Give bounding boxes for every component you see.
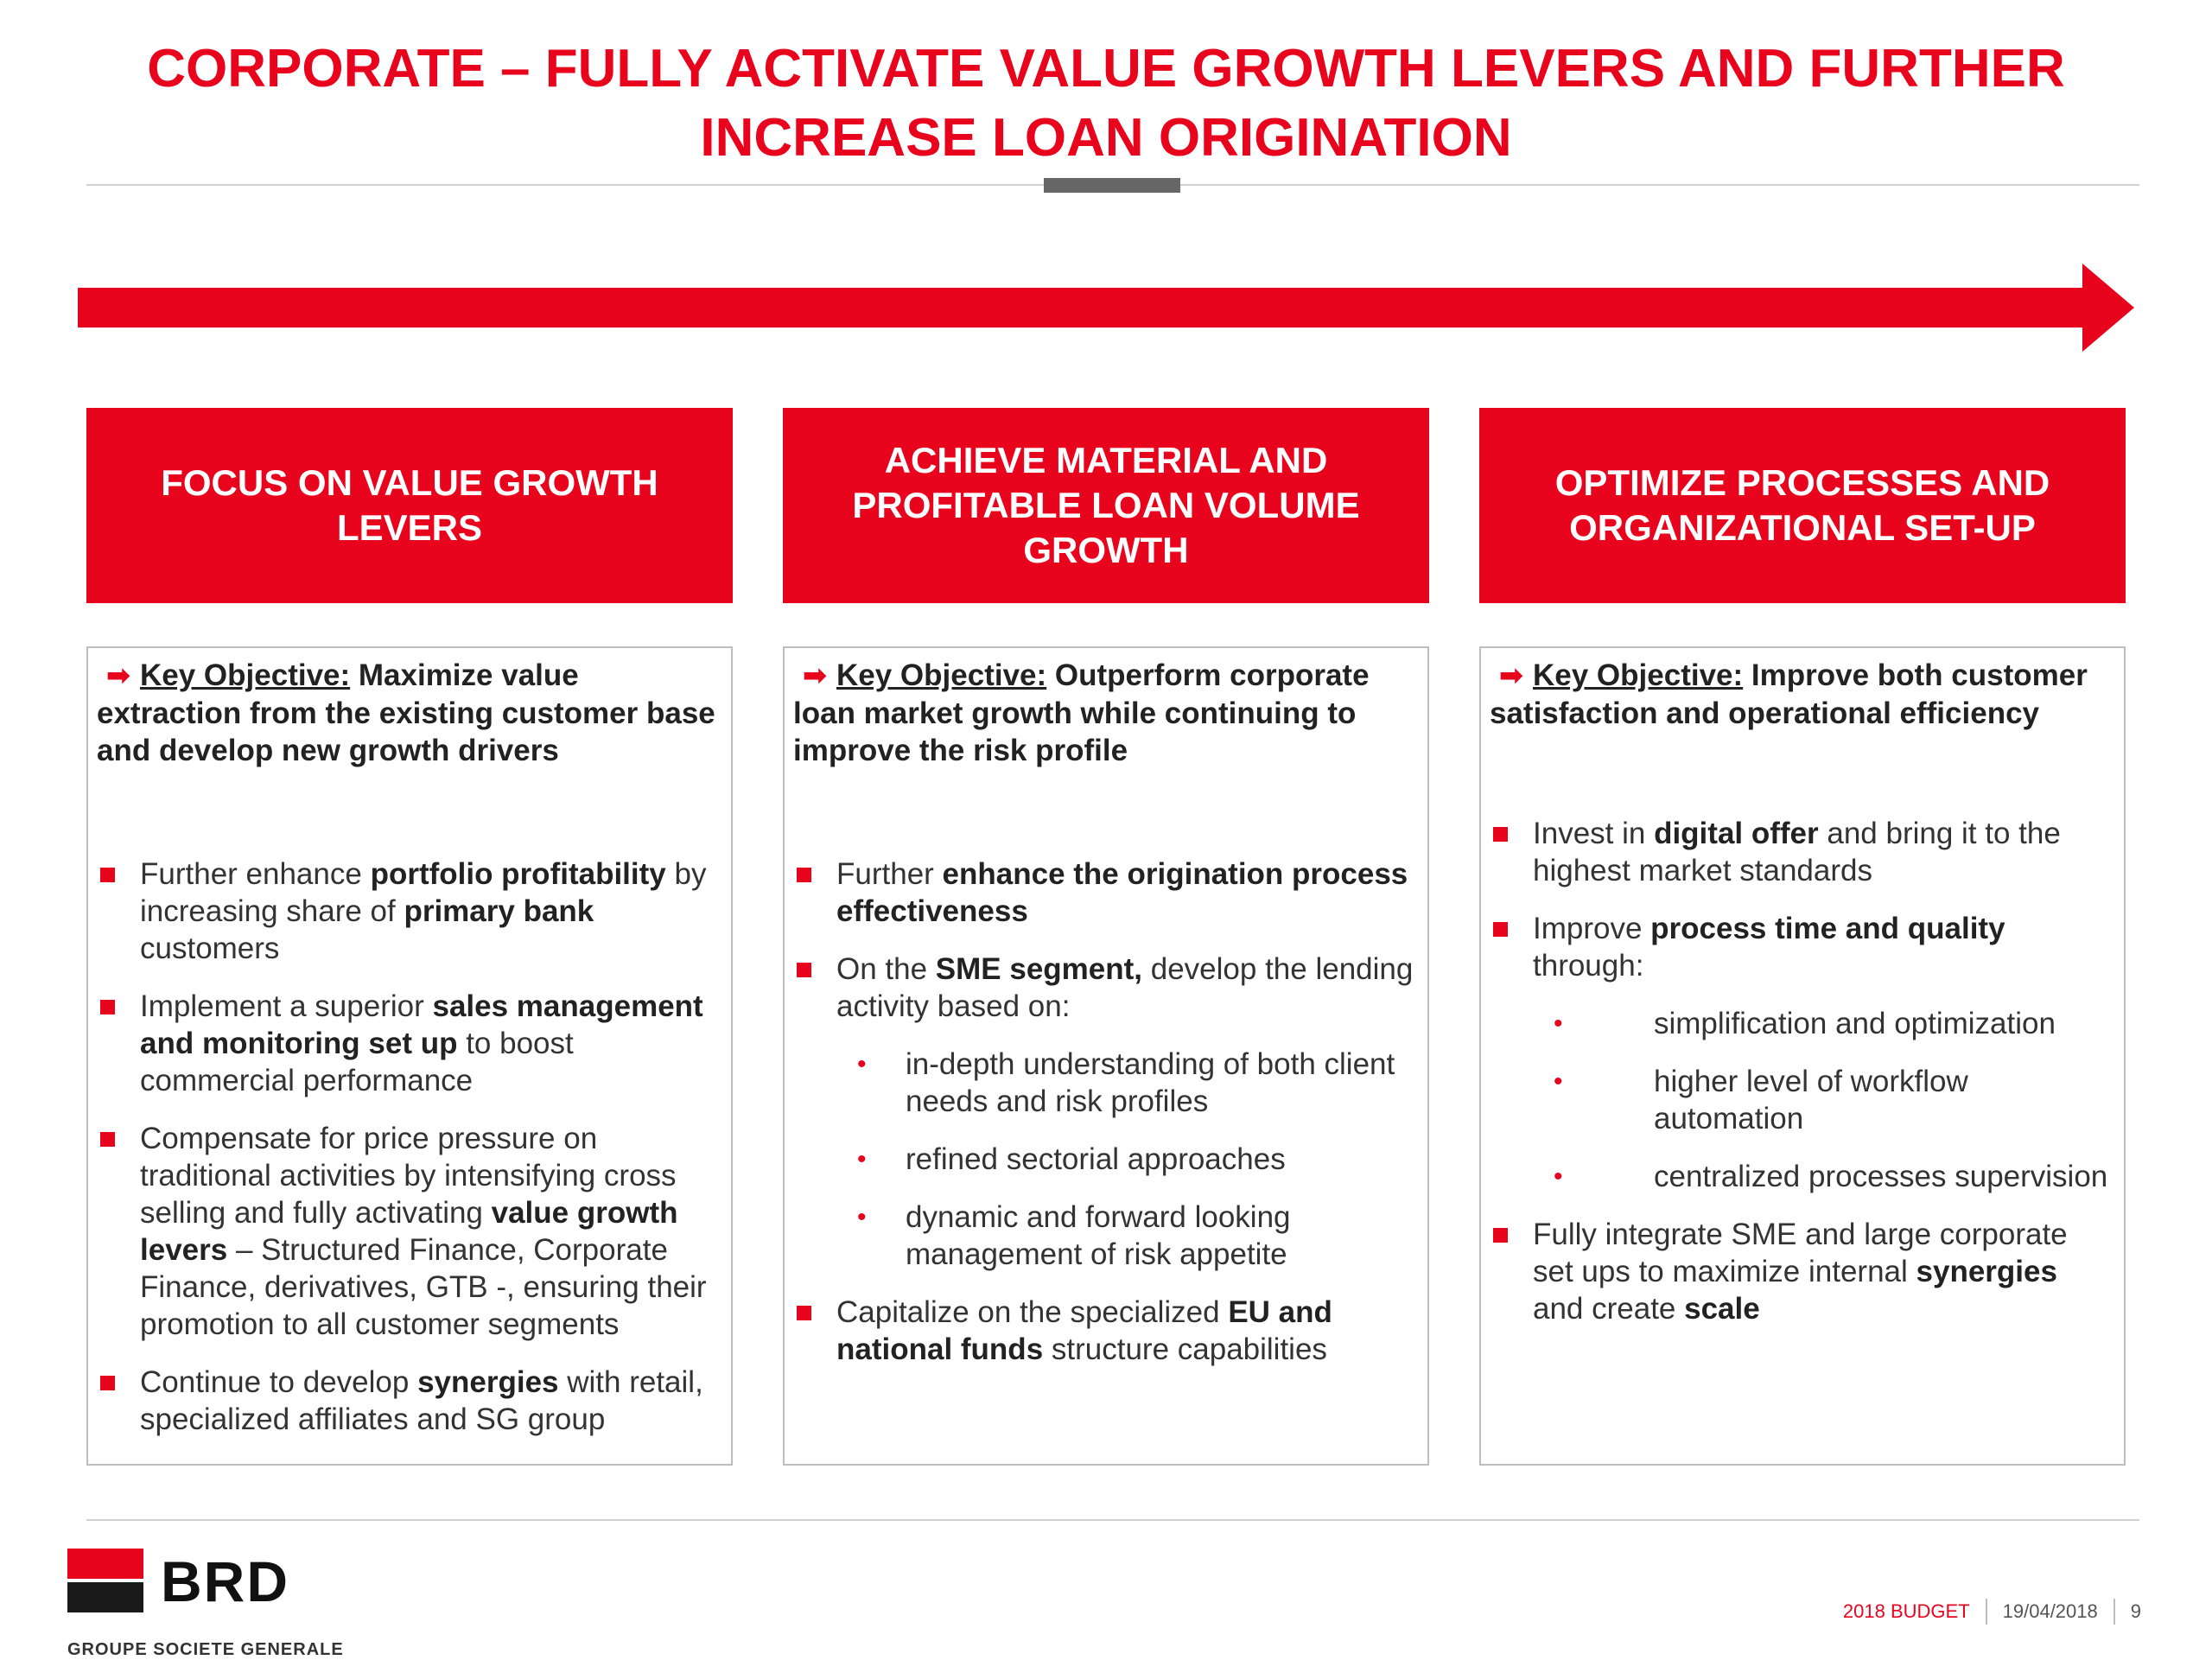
column-2-bullet-list	[793, 855, 1415, 1025]
brd-logo-icon	[67, 1549, 143, 1612]
list-item: Continue to develop synergies with retail, specialized affiliates and SG group	[97, 1364, 719, 1438]
footer-separator	[2113, 1599, 2115, 1625]
column-3-bullet-list-end	[1490, 1216, 2112, 1327]
sub-list-item: • centralized processes supervision	[1490, 1158, 2112, 1195]
key-objective-label: Key Objective:	[836, 658, 1047, 692]
column-3-bullet-list	[1490, 815, 2112, 984]
list-item: Invest in digital offer and bring it to the highest market standards	[1490, 815, 2112, 889]
page-number: 9	[2130, 1600, 2141, 1622]
objective-text: Improve both customer satisfaction and operational efficiency	[1490, 658, 2088, 730]
progress-arrow-icon	[78, 264, 2134, 352]
column-1-body	[86, 646, 733, 1466]
list-item: Implement a superior sales management and monitoring set up to boost commercial performance	[97, 988, 719, 1099]
column-3-sub-list	[1490, 1005, 2112, 1195]
title-accent-bar	[1044, 178, 1180, 193]
arrow-right-icon: ➡	[1498, 659, 1524, 692]
column-2-body	[783, 646, 1429, 1466]
logo-text: BRD	[161, 1549, 289, 1613]
column-3-objective	[1490, 657, 2112, 732]
column-2-sub-list	[793, 1046, 1415, 1273]
objective-text: Outperform corporate loan market growth while continuing to improve the risk profile	[793, 658, 1370, 767]
column-3-header-line-2: ORGANIZATIONAL SET-UP	[1569, 507, 2036, 548]
list-item: Further enhance portfolio profitability by increasing share of primary bank customers	[97, 855, 719, 967]
footer-date: 19/04/2018	[2002, 1600, 2098, 1622]
title-line-2: INCREASE LOAN ORIGINATION	[700, 108, 1512, 168]
key-objective-label: Key Objective:	[1533, 658, 1744, 692]
sub-list-item: • simplification and optimization	[1490, 1005, 2112, 1042]
list-item: Capitalize on the specialized EU and national funds structure capabilities	[793, 1294, 1415, 1368]
list-item: Improve process time and quality through:	[1490, 910, 2112, 984]
column-1-header-line-2: LEVERS	[336, 507, 483, 548]
arrow-right-icon: ➡	[802, 659, 828, 692]
sub-list-item: • dynamic and forward looking management of risk appetite	[793, 1199, 1415, 1273]
column-1-header-line-1: FOCUS ON VALUE GROWTH	[161, 462, 658, 503]
title-line-1: CORPORATE – FULLY ACTIVATE VALUE GROWTH LEVERS AND FURTHER	[147, 39, 2065, 99]
sub-list-item: • refined sectorial approaches	[793, 1141, 1415, 1178]
column-3-body	[1479, 646, 2126, 1466]
footer-info	[1843, 1599, 2141, 1625]
footer-separator	[1986, 1599, 1987, 1625]
page-title	[86, 35, 2126, 173]
footer-budget: 2018 BUDGET	[1842, 1600, 1970, 1622]
logo-subtitle: GROUPE SOCIETE GENERALE	[67, 1640, 344, 1659]
arrow-right-icon: ➡	[105, 659, 131, 692]
sub-list-item: • in-depth understanding of both client needs and risk profiles	[793, 1046, 1415, 1120]
list-item: On the SME segment, develop the lending activity based on:	[793, 951, 1415, 1025]
column-2-header-line-2: PROFITABLE LOAN VOLUME	[852, 485, 1360, 525]
list-item: Further enhance the origination process effectiveness	[793, 855, 1415, 930]
column-1-objective	[97, 657, 719, 769]
column-1-header	[86, 408, 733, 603]
column-2-bullet-list-end	[793, 1294, 1415, 1368]
footer-divider	[86, 1519, 2139, 1521]
objective-text: Maximize value extraction from the existing customer base and develop new growth drivers	[97, 658, 715, 767]
key-objective-label: Key Objective:	[140, 658, 351, 692]
sub-list-item: • higher level of workflow automation	[1490, 1063, 2112, 1137]
column-2-header-line-1: ACHIEVE MATERIAL AND	[884, 440, 1328, 480]
list-item: Fully integrate SME and large corporate set ups to maximize internal synergies and create scale	[1490, 1216, 2112, 1327]
column-3-header	[1479, 408, 2126, 603]
column-2-objective	[793, 657, 1415, 769]
column-1-bullet-list	[97, 855, 719, 1438]
column-2-header-line-3: GROWTH	[1023, 530, 1189, 570]
list-item: Compensate for price pressure on traditional activities by intensifying cross selling and fully activating value growth levers – Structured Finance, Corporate Finance, derivatives, GTB -, ensuring their promotion to all customer segments	[97, 1120, 719, 1343]
column-2-header	[783, 408, 1429, 603]
column-3-header-line-1: OPTIMIZE PROCESSES AND	[1554, 462, 2050, 503]
